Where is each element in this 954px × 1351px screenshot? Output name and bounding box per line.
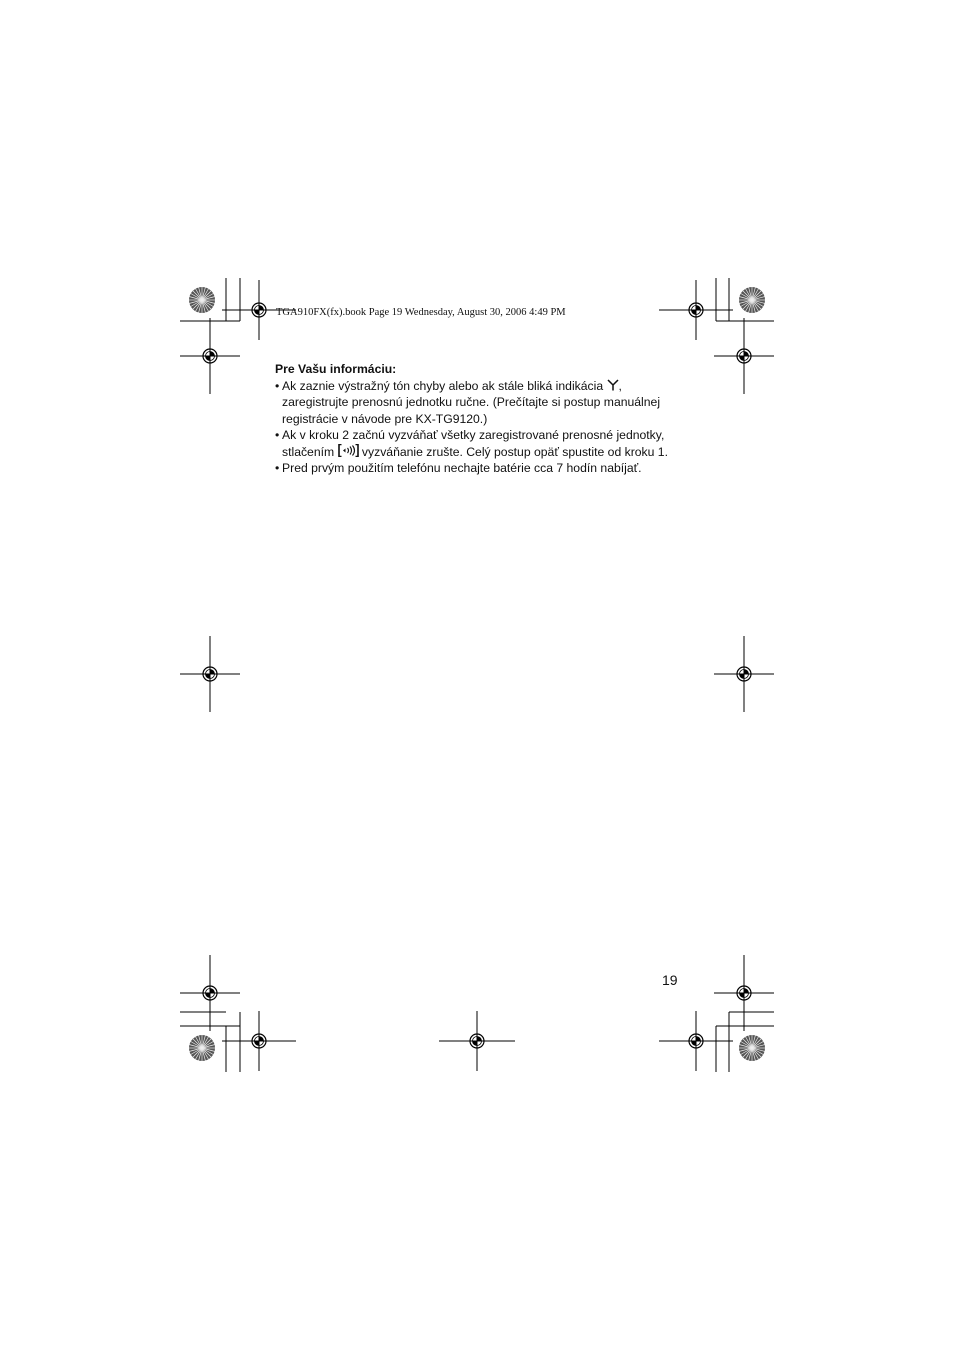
list-item xyxy=(275,378,695,428)
list-item xyxy=(275,460,695,477)
bullet-text: zaregistrujte prenosnú jednotku ručne. (Prečítajte si postup manuálnej xyxy=(282,395,661,409)
registration-mark xyxy=(180,318,240,394)
antenna-signal-icon xyxy=(607,379,619,391)
registration-mark xyxy=(714,636,774,712)
bullet-text: stlačením xyxy=(282,444,338,459)
registration-mark xyxy=(659,1011,733,1071)
registration-mark xyxy=(714,955,774,1031)
bullet-text: • Ak v kroku 2 začnú vyzváňať všetky zaregistrované prenosné jednotky, xyxy=(282,428,665,442)
book-header: TGA910FX(fx).book Page 19 Wednesday, August 30, 2006 4:49 PM xyxy=(276,307,566,318)
color-starburst-mark xyxy=(739,1035,765,1061)
info-section xyxy=(275,361,695,477)
bullet-text: vyzváňanie zrušte. Celý postup opäť spustite od kroku 1. xyxy=(358,444,668,459)
section-title: Pre Vašu informáciu: xyxy=(275,362,397,376)
registration-mark xyxy=(439,1011,515,1071)
registration-mark xyxy=(180,636,240,712)
color-starburst-mark xyxy=(189,1035,215,1061)
bullet-text: registrácie v návode pre KX-TG9120.) xyxy=(282,411,488,426)
locator-key-icon xyxy=(338,444,359,457)
color-starburst-mark xyxy=(739,287,765,313)
bullet-text: Ak zaznie výstražný tón chyby alebo ak stále bliká indikácia xyxy=(282,378,607,393)
color-starburst-mark xyxy=(189,287,215,313)
list-item xyxy=(275,427,695,460)
page-number: 19 xyxy=(662,972,678,988)
registration-mark xyxy=(180,955,240,1031)
bullet-text: • Pred prvým použitím telefónu nechajte batérie cca 7 hodín nabíjať. xyxy=(282,461,642,475)
registration-mark xyxy=(222,1011,296,1071)
registration-mark xyxy=(659,280,733,340)
bullet-text: , xyxy=(618,378,622,393)
registration-mark xyxy=(714,318,774,394)
